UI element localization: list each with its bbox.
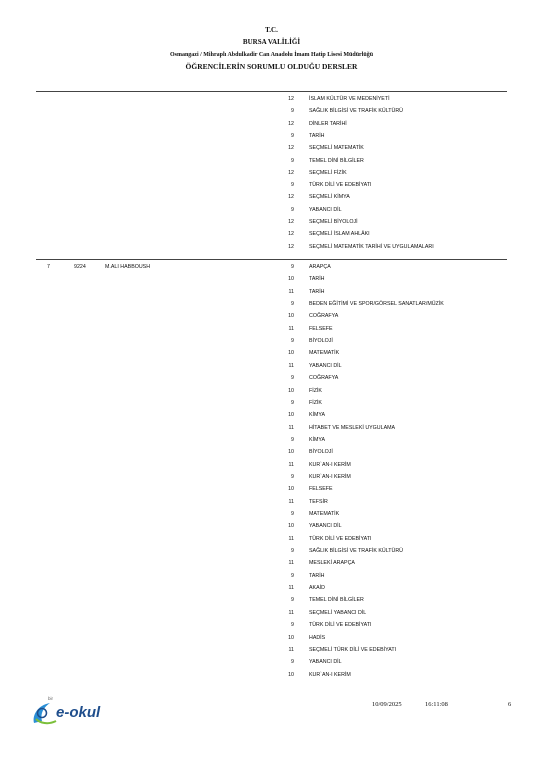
lesson-row [0, 632, 543, 644]
lesson-row [0, 397, 543, 409]
grade-level: 12 [288, 96, 294, 102]
lesson-name: SEÇMELİ BİYOLOJİ [309, 219, 358, 225]
lesson-row [0, 619, 543, 631]
lesson-row [0, 372, 543, 384]
lesson-name: DİNLER TARİHİ [309, 120, 347, 127]
lesson-name: SEÇMELİ TÜRK DİLİ VE EDEBİYATI [309, 646, 397, 653]
grade-level: 12 [288, 231, 294, 238]
e-okul-logo [30, 693, 110, 729]
grade-level: 9 [291, 473, 294, 480]
lesson-name: MATEMATİK [309, 350, 340, 357]
grade-level: 9 [291, 157, 294, 164]
lesson-row [0, 545, 543, 557]
lesson-name: KİMYA [309, 436, 326, 443]
grade-level: 12 [288, 169, 294, 176]
lesson-name: SEÇMELİ MATEMATİK TARİHİ VE UYGULAMALARI [309, 243, 434, 250]
grade-level: 9 [291, 132, 294, 139]
lesson-row [0, 360, 543, 372]
lesson-row [0, 93, 543, 105]
lesson-row [0, 228, 543, 240]
lesson-name: COĞRAFYA [309, 313, 339, 320]
grade-level: 9 [291, 436, 294, 443]
lesson-name: FELSEFE [309, 325, 333, 332]
grade-level: 9 [291, 597, 294, 604]
grade-level: 9 [291, 338, 294, 345]
grade-level: 10 [288, 671, 294, 678]
grade-level: 10 [288, 276, 294, 283]
lesson-row [0, 483, 543, 495]
lesson-name: AKAİD [309, 585, 325, 592]
lesson-row [0, 179, 543, 191]
lesson-name: COĞRAFYA [309, 375, 339, 382]
lesson-row [0, 216, 543, 228]
logo-small-text: bir [48, 696, 54, 701]
lesson-row [0, 607, 543, 619]
grade-level: 10 [288, 523, 294, 530]
lesson-row [0, 335, 543, 347]
grade-level: 10 [288, 350, 294, 357]
grade-level: 11 [288, 362, 294, 369]
lesson-row [0, 310, 543, 322]
student-school-number: 9224 [74, 264, 86, 270]
grade-level: 9 [291, 572, 294, 579]
grade-level: 11 [288, 498, 294, 505]
lesson-name: ARAPÇA [309, 264, 331, 270]
grade-level: 9 [291, 108, 294, 115]
student-separator-rule [36, 259, 507, 260]
lesson-row [0, 533, 543, 545]
lesson-name: HADİS [309, 634, 326, 641]
lesson-row [0, 434, 543, 446]
page-title: ÖĞRENCİLERİN SORUMLU OLDUĞU DERSLER [185, 62, 358, 71]
grade-level: 10 [288, 387, 294, 394]
lesson-name: TÜRK DİLİ VE EDEBİYATI [309, 622, 372, 629]
print-time: 16:11:08 [425, 701, 448, 708]
lesson-name: MESLEKİ ARAPÇA [309, 560, 355, 567]
lesson-row [0, 508, 543, 520]
header-governorship: BURSA VALİLİĞİ [242, 38, 301, 46]
lesson-row [0, 155, 543, 167]
lesson-row [0, 557, 543, 569]
lesson-name: MATEMATİK [309, 511, 340, 517]
lesson-row [0, 118, 543, 130]
lesson-name: BEDEN EĞİTİMİ VE SPOR/GÖRSEL SANATLAR/MÜZİK [309, 301, 444, 308]
lesson-name: TARİH [309, 276, 325, 283]
grade-level: 10 [288, 486, 294, 493]
grade-level: 11 [288, 424, 294, 431]
lesson-name: KİMYA [309, 412, 326, 419]
grade-level: 9 [291, 659, 294, 666]
lesson-row [0, 347, 543, 359]
lesson-row [0, 644, 543, 656]
grade-level: 9 [291, 399, 294, 406]
grade-level: 11 [288, 609, 294, 616]
lesson-name: SEÇMELİ MATEMATİK [309, 145, 364, 152]
grade-level: 10 [288, 449, 294, 456]
lesson-name: YABANCI DİL [309, 659, 342, 666]
grade-level: 11 [288, 325, 294, 332]
grade-level: 12 [288, 120, 294, 127]
lesson-row [0, 669, 543, 681]
grade-level: 9 [291, 622, 294, 629]
lesson-name: TEMEL DİNİ BİLGİLER [309, 157, 364, 164]
header-tc: T.C. [265, 26, 278, 34]
lesson-row [0, 409, 543, 421]
lesson-name: KUR`AN-I KERİM [309, 671, 351, 678]
lesson-row [0, 142, 543, 154]
lesson-name: YABANCI DİL [309, 206, 342, 213]
lesson-row [0, 570, 543, 582]
lesson-name: KUR`AN-I KERİM [309, 461, 351, 468]
logo-text: e-okul [56, 704, 101, 721]
lesson-name: FELSEFE [309, 486, 333, 493]
lesson-row [0, 191, 543, 203]
lesson-name: SEÇMELİ YABANCI DİL [309, 609, 367, 616]
table-top-rule [36, 91, 507, 92]
lesson-name: TARİH [309, 132, 325, 139]
lesson-name: TEMEL DİNİ BİLGİLER [309, 597, 364, 604]
lesson-name: YABANCI DİL [309, 523, 342, 530]
grade-level: 10 [288, 634, 294, 641]
grade-level: 12 [288, 243, 294, 250]
grade-level: 9 [291, 264, 294, 270]
grade-level: 10 [288, 313, 294, 320]
lesson-name: SEÇMELİ FİZİK [309, 169, 347, 176]
grade-level: 11 [288, 461, 294, 468]
lesson-row [0, 167, 543, 179]
lesson-row [0, 241, 543, 253]
lesson-name: FİZİK [309, 399, 322, 406]
lesson-name: İSLAM KÜLTÜR VE MEDENİYETİ [309, 96, 390, 102]
grade-level: 9 [291, 548, 294, 555]
grade-level: 9 [291, 301, 294, 308]
lesson-row [0, 273, 543, 285]
lesson-row [0, 446, 543, 458]
lesson-name: YABANCI DİL [309, 362, 342, 369]
lesson-row [0, 298, 543, 310]
print-date: 10/09/2025 [372, 701, 402, 708]
lesson-name: BİYOLOJİ [309, 338, 333, 345]
grade-level: 9 [291, 511, 294, 517]
lesson-row [0, 582, 543, 594]
lesson-name: HİTABET VE MESLEKİ UYGULAMA [309, 424, 396, 431]
grade-level: 11 [288, 646, 294, 653]
lesson-name: TARİH [309, 288, 325, 295]
lesson-name: SEÇMELİ İSLAM AHLÂKI [309, 231, 370, 238]
lesson-row [0, 422, 543, 434]
lesson-row [0, 656, 543, 668]
grade-level: 12 [288, 219, 294, 225]
grade-level: 9 [291, 206, 294, 213]
lesson-name: FİZİK [309, 387, 322, 394]
student-row-no: 7 [47, 264, 50, 270]
lesson-name: BİYOLOJİ [309, 449, 333, 456]
grade-level: 9 [291, 182, 294, 189]
lesson-row [0, 204, 543, 216]
lesson-row [0, 130, 543, 142]
grade-level: 11 [288, 560, 294, 567]
lesson-row [0, 286, 543, 298]
lesson-row [0, 261, 543, 273]
grade-level: 10 [288, 412, 294, 419]
lesson-name: TÜRK DİLİ VE EDEBİYATI [309, 182, 372, 189]
lesson-name: TEFSİR [309, 498, 328, 505]
lesson-row [0, 471, 543, 483]
grade-level: 12 [288, 145, 294, 152]
lesson-row [0, 323, 543, 335]
grade-level: 11 [288, 535, 294, 542]
lesson-name: TÜRK DİLİ VE EDEBİYATI [309, 535, 372, 542]
lesson-name: SAĞLIK BİLGİSİ VE TRAFİK KÜLTÜRÜ [309, 108, 403, 115]
grade-level: 11 [288, 288, 294, 295]
header-school: Osmangazi / Mihraplı Abdulkadir Can Anadolu İmam Hatip Lisesi Müdürlüğü [169, 52, 374, 58]
grade-level: 12 [288, 194, 294, 201]
lesson-row [0, 520, 543, 532]
lesson-row [0, 105, 543, 117]
page-number: 6 [508, 701, 512, 708]
lesson-name: SEÇMELİ KİMYA [309, 194, 350, 201]
student-name: M.ALI HABBOUSH [105, 264, 151, 270]
lesson-row [0, 496, 543, 508]
grade-level: 9 [291, 375, 294, 382]
grade-level: 11 [288, 585, 294, 592]
lesson-row [0, 385, 543, 397]
lesson-row [0, 459, 543, 471]
lesson-row [0, 594, 543, 606]
lesson-name: SAĞLIK BİLGİSİ VE TRAFİK KÜLTÜRÜ [309, 548, 403, 555]
lesson-name: KUR`AN-I KERİM [309, 473, 351, 480]
lesson-name: TARİH [309, 572, 325, 579]
